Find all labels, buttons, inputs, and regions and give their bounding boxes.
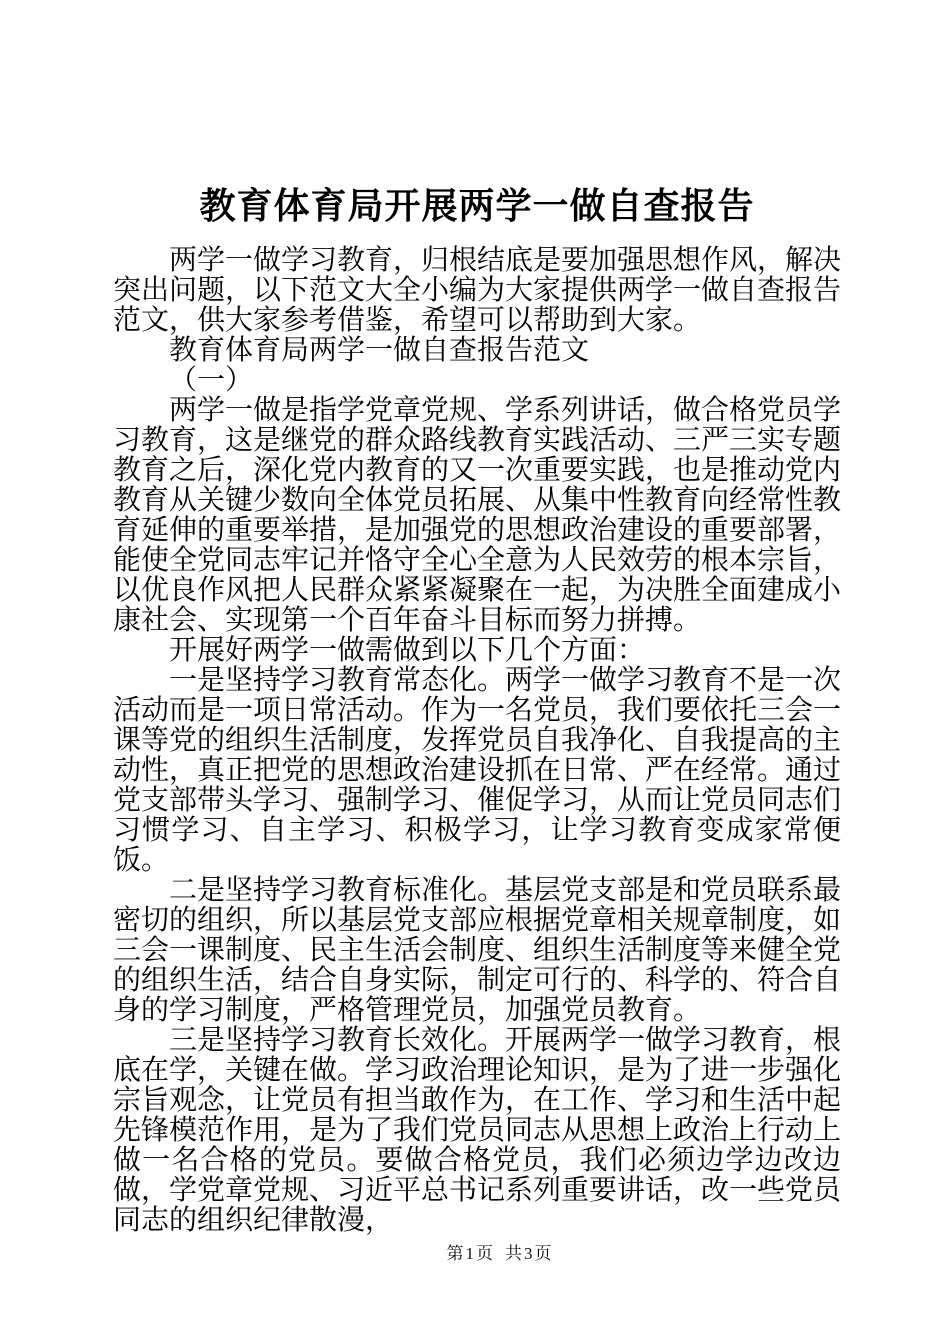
document-content (113, 183, 841, 1236)
paragraph: 一是坚持学习教育常态化。两学一做学习教育不是一次活动而是一项日常活动。作为一名党员，我们要依托三会一课等党的组织生活制度，发挥党员自我净化、自我提高的主动性，真正把党的思想政治建设抓在日常、严在经常。通过党支部带头学习、强制学习、催促学习，从而让党员同志们习惯学习、自主学习、积极学习，让学习教育变成家常便饭。 (113, 665, 842, 876)
document-body (113, 246, 841, 1236)
page-title: 教育体育局开展两学一做自查报告 (199, 185, 755, 226)
paragraph: 三是坚持学习教育长效化。开展两学一做学习教育，根底在学，关键在做。学习政治理论知识，是为了进一步强化宗旨观念，让党员有担当敢作为，在工作、学习和生活中起先锋模范作用，是为了我们党员同志从思想上政治上行动上做一名合格的党员。要做合格党员，我们必须边学边改边做，学党章党规、习近平总书记系列重要讲话，改一些党员同志的组织纪律散漫， (113, 1025, 842, 1236)
page-footer (0, 1242, 950, 1266)
paragraph: 两学一做学习教育，归根结底是要加强思想作风，解决突出问题，以下范文大全小编为大家提供两学一做自查报告范文，供大家参考借鉴，希望可以帮助到大家。 (113, 245, 842, 336)
page-number-label: 第1页 (446, 1244, 495, 1263)
paragraph: 二是坚持学习教育标准化。基层党支部是和党员联系最密切的组织，所以基层党支部应根据党章相关规章制度，如三会一课制度、民主生活会制度、组织生活制度等来健全党的组织生活，结合自身实际，制定可行的、科学的、符合自身的学习制度，严格管理党员，加强党员教育。 (113, 875, 842, 1026)
paragraph: （一） (169, 365, 254, 396)
paragraph: 两学一做是指学党章党规、学系列讲话，做合格党员学习教育，这是继党的群众路线教育实践活动、三严三实专题教育之后，深化党内教育的又一次重要实践，也是推动党内教育从关键少数向全体党员拓展、从集中性教育向经常性教育延伸的重要举措，是加强党的思想政治建设的重要部署，能使全党同志牢记并恪守全心全意为人民效劳的根本宗旨，以优良作风把人民群众紧紧凝聚在一起，为决胜全面建成小康社会、实现第一个百年奋斗目标而努力拼搏。 (113, 395, 842, 636)
paragraph: 教育体育局两学一做自查报告范文 (169, 335, 590, 366)
page-count-label: 共3页 (505, 1244, 554, 1263)
paragraph: 开展好两学一做需做到以下几个方面： (169, 635, 646, 666)
